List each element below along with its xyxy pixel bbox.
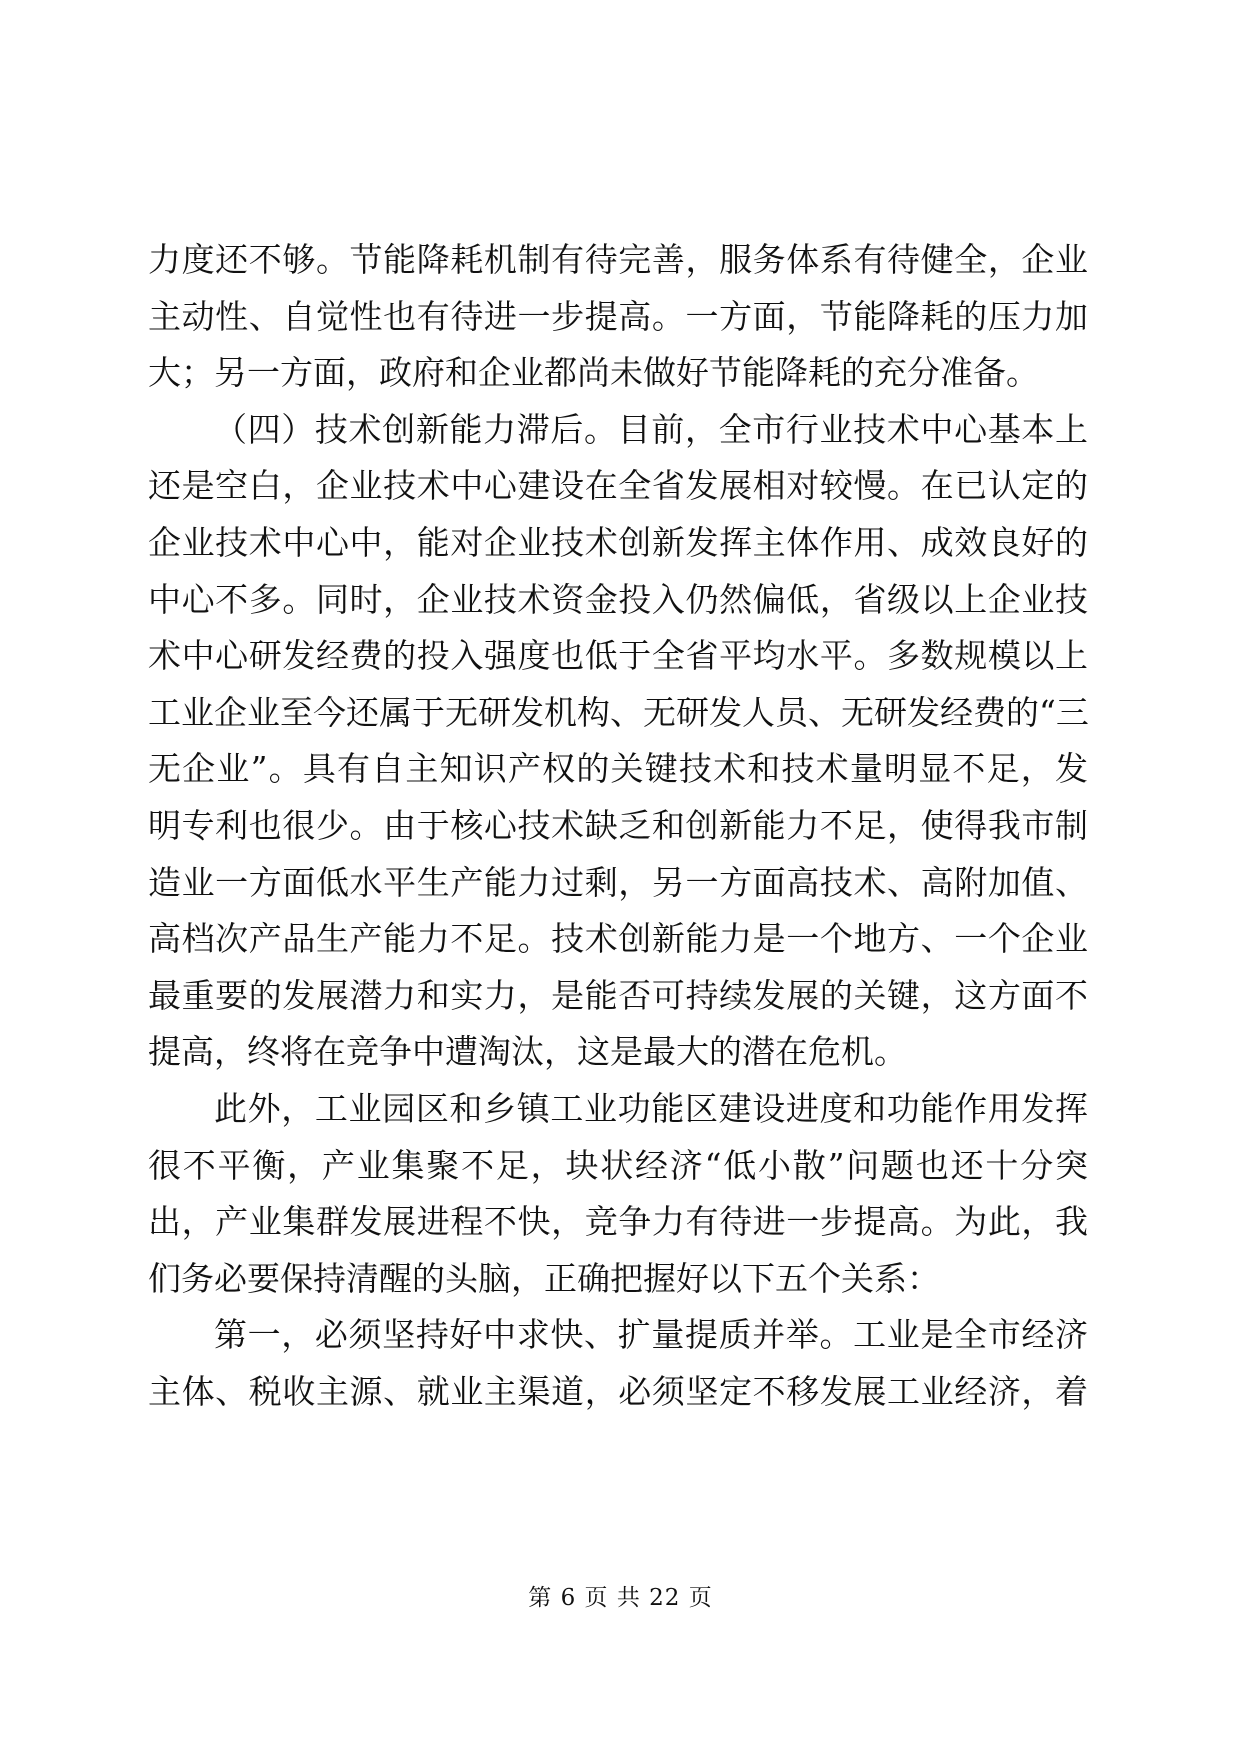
text-line: 企业技术中心中，能对企业技术创新发挥主体作用、成效良好的	[148, 522, 1088, 562]
text-line: 很不平衡，产业集聚不足，块状经济“低小散”问题也还十分突	[148, 1145, 1088, 1185]
text-line: 还是空白，企业技术中心建设在全省发展相对较慢。在已认定的	[148, 466, 1088, 506]
text-line: 提高，终将在竞争中遭淘汰，这是最大的潜在危机。	[148, 1032, 907, 1072]
paragraph-start-line: （四）技术创新能力滞后。目前，全市行业技术中心基本上	[214, 409, 1088, 449]
page-number-footer: 第 6 页 共 22 页	[528, 1585, 713, 1611]
text-line: 主动性、自觉性也有待进一步提高。一方面，节能降耗的压力加	[148, 296, 1088, 336]
text-line: 高档次产品生产能力不足。技术创新能力是一个地方、一个企业	[148, 919, 1088, 959]
paragraph-start-line: 第一，必须坚持好中求快、扩量提质并举。工业是全市经济	[214, 1315, 1088, 1355]
text-line: 术中心研发经费的投入强度也低于全省平均水平。多数规模以上	[148, 636, 1088, 676]
text-line: 出，产业集群发展进程不快，竞争力有待进一步提高。为此，我	[148, 1202, 1088, 1242]
text-line: 无企业”。具有自主知识产权的关键技术和技术量明显不足，发	[148, 749, 1088, 789]
paragraph-start-line: 此外，工业园区和乡镇工业功能区建设进度和功能作用发挥	[214, 1088, 1088, 1128]
text-line: 大；另一方面，政府和企业都尚未做好节能降耗的充分准备。	[148, 353, 1039, 393]
text-line: 力度还不够。节能降耗机制有待完善，服务体系有待健全，企业	[148, 240, 1088, 279]
document-body	[148, 232, 1088, 1420]
text-line: 明专利也很少。由于核心技术缺乏和创新能力不足，使得我市制	[148, 805, 1088, 845]
text-line: 最重要的发展潜力和实力，是能否可持续发展的关键，这方面不	[148, 975, 1088, 1015]
text-line: 们务必要保持清醒的头脑，正确把握好以下五个关系：	[148, 1258, 940, 1298]
text-line: 中心不多。同时，企业技术资金投入仍然偏低，省级以上企业技	[148, 579, 1088, 619]
text-line: 工业企业至今还属于无研发机构、无研发人员、无研发经费的“三	[148, 692, 1089, 732]
text-line: 主体、税收主源、就业主渠道，必须坚定不移发展工业经济，着	[148, 1371, 1088, 1411]
text-line: 造业一方面低水平生产能力过剩，另一方面高技术、高附加值、	[148, 862, 1088, 902]
